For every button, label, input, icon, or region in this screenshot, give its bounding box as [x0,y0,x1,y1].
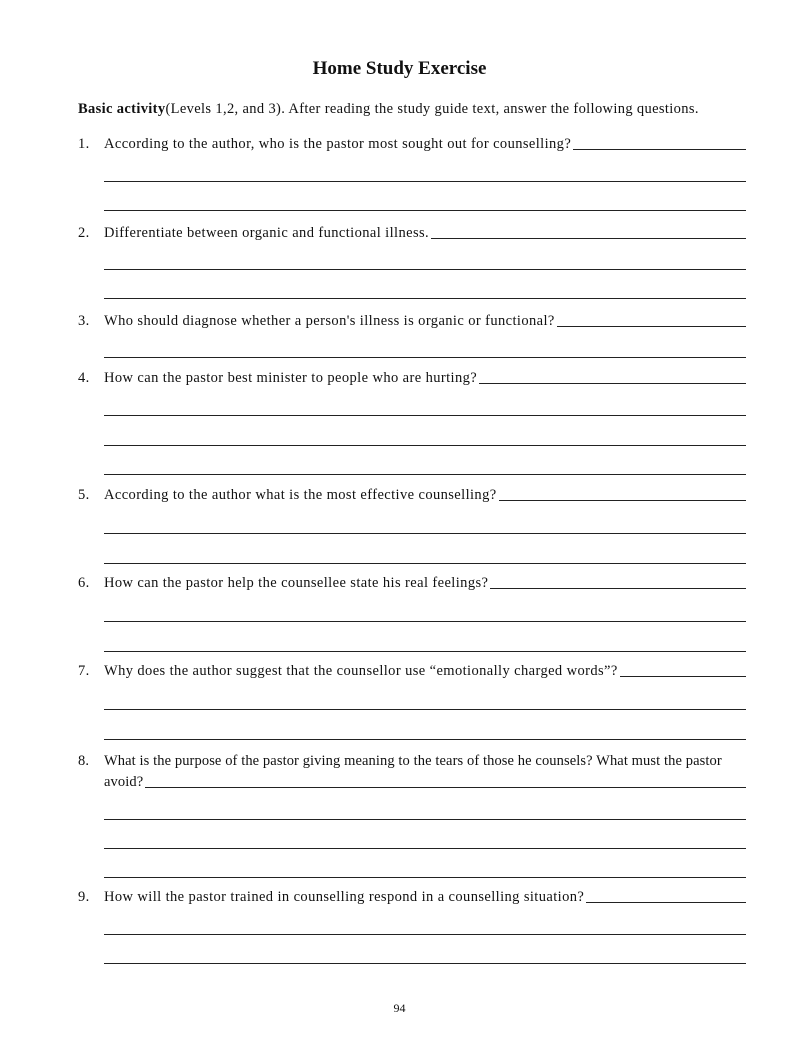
question-7 [78,663,746,680]
answer-line[interactable] [104,181,746,182]
instructions-text: (Levels 1,2, and 3). After reading the study guide text, answer the following questions. [165,101,699,117]
question-number: 2. [78,225,90,241]
answer-line[interactable] [104,651,746,652]
question-5 [78,487,746,504]
question-text: Who should diagnose whether a person's illness is organic or functional? [104,313,555,329]
answer-line[interactable] [557,326,746,327]
answer-line[interactable] [145,787,746,788]
question-text: According to the author what is the most effective counselling? [104,487,497,503]
question-number: 6. [78,575,90,591]
question-number: 8. [78,753,90,769]
question-text: What is the purpose of the pastor giving meaning to the tears of those he counsels? What must the pastor [104,753,722,769]
answer-line[interactable] [586,902,746,903]
answer-line[interactable] [104,357,746,358]
question-text: How will the pastor trained in counselling respond in a counselling situation? [104,889,585,905]
question-number: 3. [78,313,90,329]
answer-line[interactable] [104,269,746,270]
answer-line[interactable] [620,676,746,677]
question-text: Why does the author suggest that the counsellor use “emotionally charged words”? [104,663,618,679]
answer-line[interactable] [479,383,746,384]
question-number: 9. [78,889,90,905]
answer-line[interactable] [104,533,746,534]
instructions [78,101,748,118]
page-number: 94 [393,1001,406,1015]
question-text: How can the pastor best minister to people who are hurting? [104,370,478,386]
answer-line[interactable] [431,238,746,239]
question-9 [78,889,746,906]
question-text: According to the author, who is the pastor most sought out for counselling? [104,136,572,152]
instructions-label: Basic activity [78,101,166,117]
question-3 [78,313,746,330]
question-2 [78,225,746,242]
answer-line[interactable] [104,563,746,564]
question-6 [78,575,746,592]
question-8 [78,753,746,791]
answer-line[interactable] [104,298,746,299]
question-1 [78,136,746,153]
question-number: 5. [78,487,90,503]
answer-line[interactable] [490,588,746,589]
answer-line[interactable] [104,934,746,935]
answer-line[interactable] [499,500,746,501]
answer-line[interactable] [104,709,746,710]
question-number: 7. [78,663,90,679]
question-number: 1. [78,136,90,152]
question-text: Differentiate between organic and functional illness. [104,225,430,241]
answer-line[interactable] [104,445,746,446]
page-title: Home Study Exercise [312,58,487,79]
question-text: How can the pastor help the counsellee state his real feelings? [104,575,489,591]
answer-line[interactable] [104,474,746,475]
answer-line[interactable] [104,848,746,849]
answer-line[interactable] [104,877,746,878]
question-4 [78,370,746,387]
question-number: 4. [78,370,90,386]
question-text-continued: avoid? [104,774,144,790]
answer-line[interactable] [104,963,746,964]
answer-line[interactable] [104,739,746,740]
answer-line[interactable] [104,819,746,820]
answer-line[interactable] [573,149,746,150]
answer-line[interactable] [104,210,746,211]
answer-line[interactable] [104,415,746,416]
answer-line[interactable] [104,621,746,622]
